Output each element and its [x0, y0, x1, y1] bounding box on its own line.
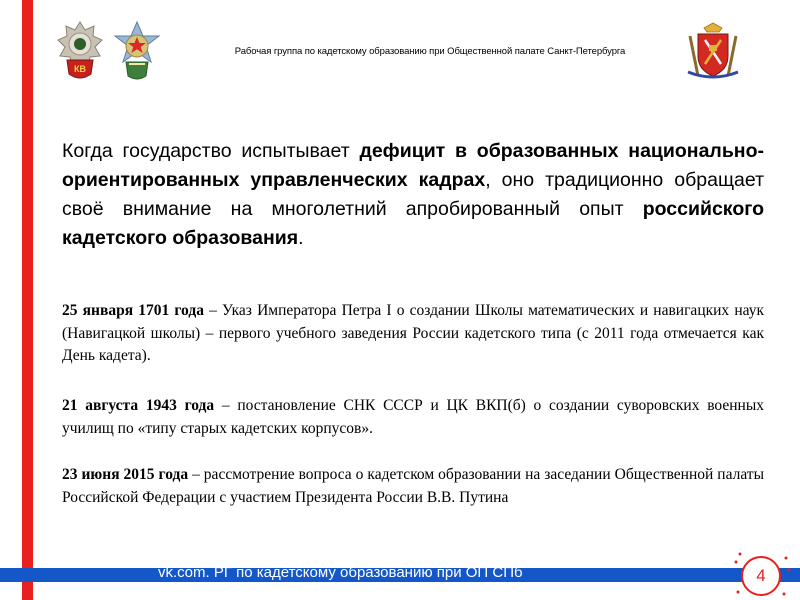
svg-text:КВ: КВ	[74, 64, 86, 74]
cadet-badge-icon	[56, 20, 104, 82]
event-item	[62, 300, 764, 368]
lead-paragraph	[62, 137, 764, 253]
suvorov-badge-icon	[113, 20, 161, 82]
event-description: – Указ Императора Петра I о создании Школы математических и навигацких наук (Навигацкой школы) – первого учебного заведения России кадетского типа (с 2011 года отмечается как День кадета).	[62, 302, 765, 364]
lead-text-1: Когда государство испытывает	[62, 140, 360, 162]
event-description: – постановление СНК СССР и ЦК ВКП(б) о создании суворовских военных училищ по «типу старых кадетских корпусов».	[62, 397, 764, 437]
event-date: 25 января 1701 года	[62, 302, 204, 319]
header-title: Рабочая группа по кадетскому образованию при Общественной палате Санкт-Петербурга	[234, 46, 626, 57]
lead-text-3: .	[298, 227, 304, 249]
event-date: 21 августа 1943 года	[62, 397, 215, 414]
page-number-badge: 4	[741, 556, 781, 596]
event-item	[62, 395, 764, 440]
lead-text-2: , оно традиционно обращает своё внимание на многолетний апробированный опыт	[62, 169, 764, 220]
footer-link[interactable]: vk.com. РГ по кадетскому образованию при ОП СПб	[158, 564, 523, 581]
lead-highlight-deficit: дефицит в образованных национально-ориентированных управленческих кадрах	[62, 140, 764, 191]
left-accent-bar	[22, 0, 33, 600]
lead-highlight-cadet-education: российского кадетского образования	[62, 198, 764, 249]
spb-coat-of-arms-icon	[684, 22, 742, 80]
event-item	[62, 464, 764, 509]
event-date: 23 июня 2015 года	[62, 466, 189, 483]
event-description: – рассмотрение вопроса о кадетском образовании на заседании Общественной палаты Российской Федерации с участием Президента России В.В. Путина	[62, 466, 764, 506]
